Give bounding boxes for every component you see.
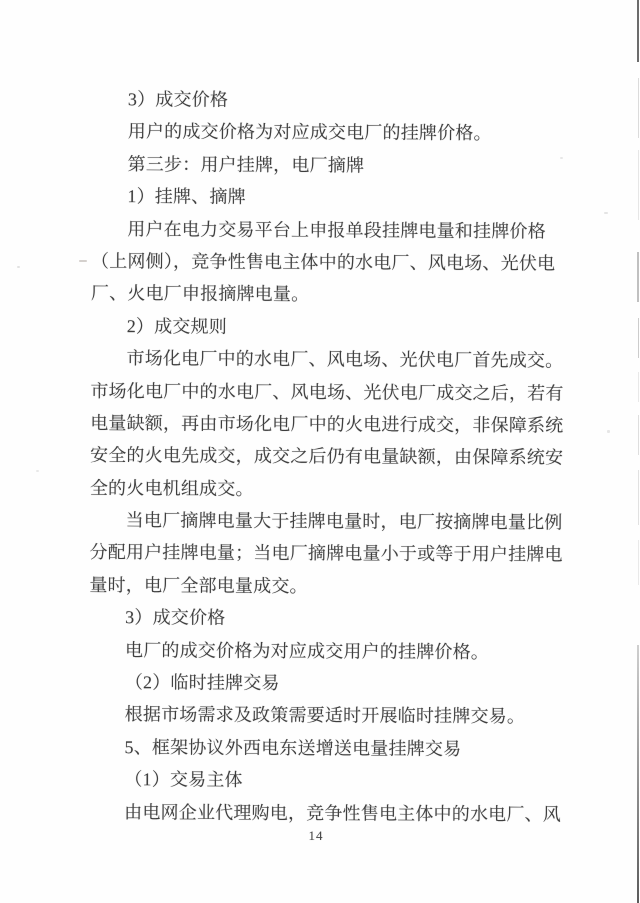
text-line: 用户的成交价格为对应成交电厂的挂牌价格。 — [127, 121, 492, 144]
scan-speck — [79, 260, 87, 262]
scan-edge-artifact — [638, 415, 639, 455]
text-line: （上网侧），竞争性售电主体中的水电厂、风电场、光伏电 — [91, 250, 556, 274]
scan-edge-artifact — [638, 78, 639, 138]
text-line: 3）成交价格 — [127, 89, 229, 110]
scan-edge-artifact — [638, 540, 639, 585]
scan-speck — [560, 157, 563, 159]
text-line: 厂、火电厂申报摘牌电量。 — [90, 283, 310, 305]
text-line: （2）临时挂牌交易 — [124, 672, 280, 694]
text-line: （1）交易主体 — [124, 769, 243, 791]
text-line: 5、框架协议外西电东送增送电量挂牌交易 — [124, 736, 462, 759]
scan-speck — [604, 212, 608, 214]
text-line: 3）成交价格 — [125, 607, 226, 628]
scan-speck — [17, 266, 20, 268]
scan-edge-artifact — [637, 252, 639, 302]
text-line: 分配用户挂牌电量；当电厂摘牌电量小于或等于用户挂牌电 — [89, 542, 563, 565]
text-line: 电厂的成交价格为对应成交用户的挂牌价格。 — [124, 639, 490, 662]
scan-edge-artifact — [638, 372, 639, 402]
text-line: 第三步：用户挂牌，电厂摘牌 — [127, 153, 365, 176]
text-line: 当电厂摘牌电量大于挂牌电量时，电厂按摘牌电量比例 — [125, 510, 563, 533]
text-line: 根据市场需求及政策需要适时开展临时挂牌交易。 — [124, 704, 526, 727]
page-number: 14 — [308, 828, 324, 843]
text-line: 量时，电厂全部电量成交。 — [89, 574, 308, 596]
text-line: 市场化电厂中的水电厂、风电场、光伏电厂成交之后，若有 — [90, 380, 564, 403]
text-line: 全的火电机组成交。 — [89, 477, 254, 499]
text-line: 市场化电厂中的水电厂、风电场、光伏电厂首先成交。 — [126, 348, 564, 371]
scan-edge-artifact — [638, 150, 639, 220]
text-line: 电量缺额，再由市场化电厂中的火电进行成交，非保障系统 — [90, 412, 564, 436]
text-line: 安全的火电先成交，成交之后仍有电量缺额，由保障系统安 — [89, 445, 564, 468]
text-line: 由电网企业代理购电，竞争性售电主体中的水电厂、风 — [124, 801, 562, 825]
scan-speck — [36, 470, 39, 472]
text-line: 用户在电力交易平台上申报单段挂牌电量和挂牌价格 — [127, 218, 546, 241]
scan-edge-artifact — [637, 0, 639, 62]
text-line: 1）挂牌、摘牌 — [127, 186, 246, 207]
scan-speck — [607, 430, 610, 433]
text-line: 2）成交规则 — [126, 315, 227, 337]
scan-edge-artifact — [637, 645, 639, 903]
scan-edge-artifact — [638, 470, 639, 525]
document-text-block — [88, 83, 582, 831]
scan-edge-artifact — [638, 318, 639, 358]
